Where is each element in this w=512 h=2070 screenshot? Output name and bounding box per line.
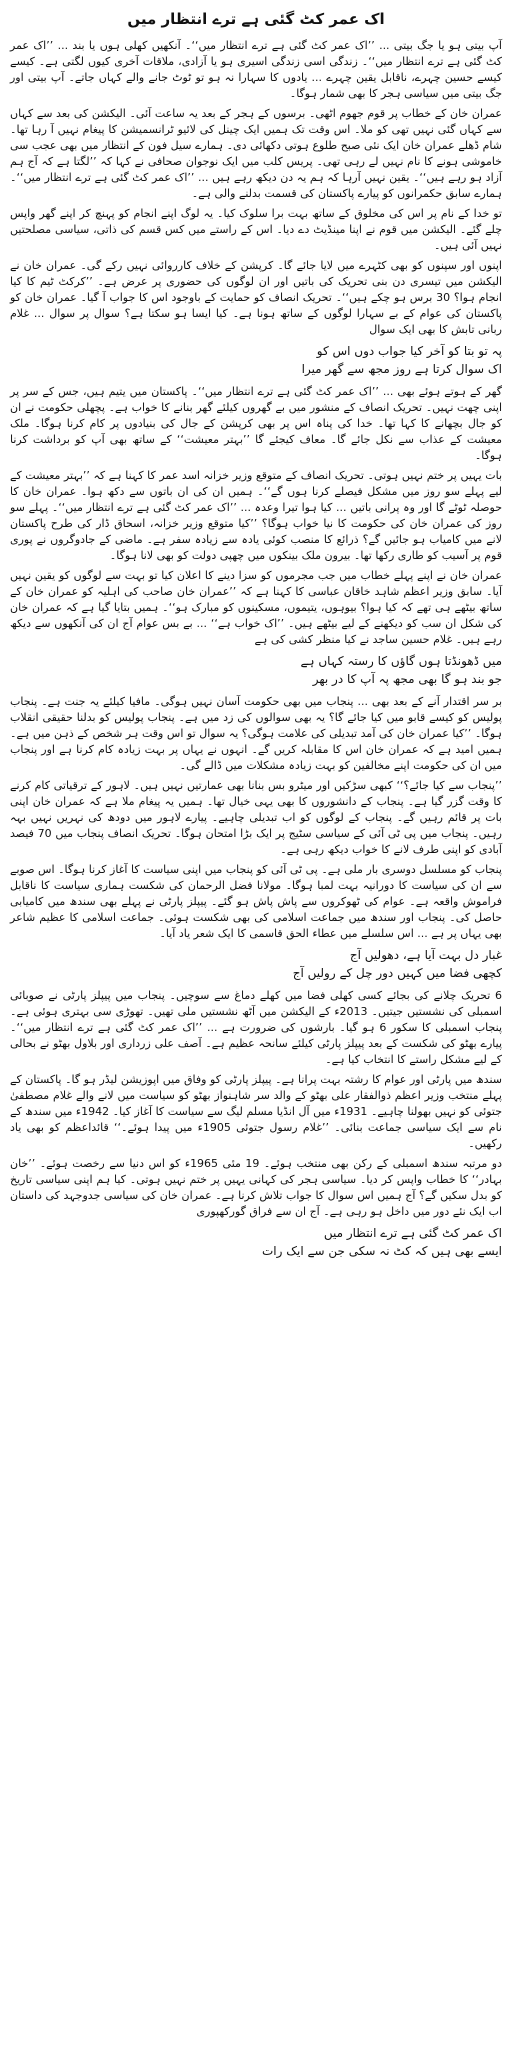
paragraph: گھر کے ہوتے ہوئے بھی ... ’’اک عمر کٹ گئی ہے ترے انتظار میں‘‘۔ پاکستان میں یتیم ہیں، جس کے سر پر اپنی چھت نہیں۔ تحریک انصاف کے منشور میں بے گھروں کیلئے گھر بنانے کا خواب ہے۔ پچھلی حکومت نے ان کو جال بچھانے کا کہا تھا۔ خدا کی پناہ اس پر بھی کرپشن کے جال کی بنیادوں پر کام کرنا ہوگا۔ ملک معیشت کے عذاب سے نکل جائے گا۔ معاف کیجئے گا ’’بہتر معیشت‘‘ کے ساتھ بھی آپ کو برداشت کرنا ہوگا۔: [10, 385, 502, 462]
paragraph: پنجاب کو مسلسل دوسری بار ملی ہے۔ پی ٹی آئی کو پنجاب میں اپنی سیاست کا آغاز کرنا ہوگا۔ اس صوبے سے ان کی سیاست کا دورانیہ بہت لمبا ہوگا۔ مولانا فضل الرحمان کی شکست ہماری سیاست کا ناقابل فراموش واقعہ ہے۔ عوام کی ٹھوکروں سے پاش پاش ہو گئے۔ پیپلز پارٹی نے پہلے بھی سندھ میں کامیابی حاصل کی۔ پنجاب اور سندھ میں جماعت اسلامی کی بھی شکست ہوئی۔ جماعت اسلامی کا عظیم شاعر بھی یہاں پر ہے ... اس سلسلے میں عطاء الحق قاسمی کا ایک شعر یاد آیا۔: [10, 863, 502, 940]
paragraph: سندھ میں پارٹی اور عوام کا رشتہ بہت پرانا ہے۔ پیپلز پارٹی کو وفاق میں اپوزیشن لیڈر ہو گا۔ پاکستان کے پہلے منتخب وزیر اعظم ذوالفقار علی بھٹو کے والد سر شاہنواز بھٹو کو سیاست میں لانے والے غلام مصطفیٰ جتوئی کو نہیں بھولنا چاہیے۔ 1931ء میں آل انڈیا مسلم لیگ سے سیاست کا آغاز کیا۔ 1942ء میں سندھ کے نام سے ایک سیاسی جماعت بنائی۔ ’’غلام رسول جتوئی 1905ء میں پیدا ہوئے۔‘‘ قائداعظم کو بھی یاد رکھیں۔: [10, 1073, 502, 1150]
verse-line: میں ڈھونڈتا ہوں گاؤں کا رستہ کہاں ہے: [300, 654, 502, 668]
paragraph: عمران خان نے اپنے پہلے خطاب میں جب مجرموں کو سزا دینے کا اعلان کیا تو بہت سے لوگوں کو یقین نہیں آیا۔ سابق وزیر اعظم شاہد خاقان عباسی کا کہنا ہے کہ ’’عمران خان صاحب کی اہلیہ کو عمران خان کے ساتھ بیٹھے ہی تھے کہ کیا ہوا؟ بیوہوں، یتیموں، مسکینوں کو مبارک ہو‘‘۔ ہمیں بتایا گیا ہے کہ عمران خان کی شکل ان سب کو دیکھنے کے لیے بیٹھے ہیں۔ ’’اک خواب ہے‘‘ ... بے بس عوام آج ان کی آنکھوں سے دیکھ رہے ہیں۔ غلام حسین ساجد نے کیا منظر کشی کی ہے: [10, 569, 502, 646]
verse-line: غبار دل بہت آیا ہے، دھولیں آج: [349, 948, 502, 962]
article-section-2: [10, 384, 502, 648]
paragraph: دو مرتبہ سندھ اسمبلی کے رکن بھی منتخب ہوئے۔ 19 مئی 1965ء کو اس دنیا سے رخصت ہوئے۔ ’’خان بہادر‘‘ کا خطاب واپس کر دیا۔ سیاسی ہجر کی کہانی یہیں پر ختم نہیں ہوتی۔ کیا ہم اپنی سیاسی تاریخ کو بدل سکیں گے؟ آج ہمیں اس سوال کا جواب تلاش کرنا ہے۔ عمران خان کی سیاسی جدوجہد کی داستان اب ایک نئے دور میں داخل ہو رہی ہے۔ آج ان سے فراق گورکھپوری: [10, 1157, 502, 1218]
article-section-3: [10, 694, 502, 942]
article-title: اک عمر کٹ گئی ہے ترے انتظار میں: [127, 10, 385, 28]
verse-line: اک عمر کٹ گئی ہے ترے انتظار میں: [323, 1226, 502, 1240]
verse-line: پہ تو بتا کو آخر کیا جواب دوں اس کو: [316, 344, 502, 358]
verse-line: ایسے بھی ہیں کہ کٹ نہ سکی جن سے ایک رات: [262, 1244, 502, 1258]
paragraph: آپ بیتی ہو یا جگ بیتی ... ’’اک عمر کٹ گئی ہے ترے انتظار میں‘‘۔ آنکھیں کھلی ہوں یا بند ... ’’اک عمر کٹ گئی ہے ترے انتظار میں‘‘۔ زندگی اسی زندگی اسیری ہو یا آزادی، ملاقات آخری کیوں لگتی ہے۔ کیسے کیسے حسین چہرے، ناقابل یقین چہرے ... یادوں کا سہارا نہ ہو تو ٹوٹ جانے والے کہاں جاتے۔ آپ بیتی اور جگ بیتی میں سیاسی ہجر کا بھی شمار ہوگا۔: [10, 39, 502, 100]
paragraph: بات یہیں پر ختم نہیں ہوتی۔ تحریک انصاف کے متوقع وزیر خزانہ اسد عمر کا کہنا ہے کہ ’’بہتر معیشت کے لیے پہلے سو روز میں مشکل فیصلے کرنا ہوں گے‘‘۔ ہمیں ان کی ان باتوں سے دکھ ہوا۔ عمران خان کا حوصلہ ٹوٹے گا اور وہ پرانی باتیں ... کیا ہوا تیرا وعدہ ... ’’اک عمر کٹ گئی ہے ترے انتظار میں‘‘۔ پہلے سو روز کی عمران خان کی حکومت کا نیا خواب ہوگا؟ ’’کیا متوقع وزیر خزانہ، اسحاق ڈار کی طرح پاکستان لانے میں کامیاب ہو جائیں گے؟ ذرائع کا منصب کوئی یادہ سے زیادہ سفر ہے۔ ماضی کے جادوگروں نے پوری قوم پر آسیب کو طاری رکھا تھا۔ بیرون ملک بینکوں میں چھپی دولت کو بھی لانا ہوگا۔: [10, 469, 502, 562]
poetry-verse-2: [10, 652, 502, 688]
paragraph: تو خدا کے نام پر اس کی مخلوق کے ساتھ بہت برا سلوک کیا۔ یہ لوگ اپنے انجام کو پہنچ کر اپنے گھر واپس چلے گئے۔ الیکشن میں قوم نے اپنا مینڈیٹ دے دیا۔ اس کے راستے میں کس قسم کی ذاتی، سیاسی مصلحتیں نہیں آئی ہیں۔: [10, 207, 502, 252]
paragraph: عمران خان کے خطاب پر قوم جھوم اٹھی۔ برسوں کے ہجر کے بعد یہ ساعت آئی۔ الیکشن کی بعد سے کہاں سے کہاں گئی نہیں تھی کو ملا۔ اس وقت تک ہمیں ایک چینل کی لائیو ٹرانسمیشن کا پیغام نہیں آ رہا تھا۔ شام ڈھلے عمران خان ایک نئی صبح طلوع ہوتی دکھائی دی۔ ہمارے سیل فون کے انتظار میں بھی عجب سی خاموشی ہونے کا نام نہیں لے رہی تھی۔ پریس کلب میں ایک نوجوان صحافی نے کہا کہ ’’لگتا ہے کہ آج ہم آزاد ہو رہے ہیں‘‘۔ یقین نہیں آرہا کہ ہم یہ دن دیکھ رہے ہیں ... ’’اک عمر کٹ گئی ہے ترے انتظار میں‘‘۔ ہمارے سابق حکمرانوں کو پیارے پاکستان کی قسمت بدلنے والی ہے۔: [10, 107, 502, 200]
poetry-verse-4: [10, 1224, 502, 1260]
article-section-1: [10, 38, 502, 338]
article-section-4: [10, 988, 502, 1220]
poetry-verse-3: [10, 946, 502, 982]
verse-line: جو بند ہو گا بھی مجھ پہ آپ کا در بھر: [312, 672, 502, 686]
paragraph: اپنوں اور سپنوں کو بھی کٹہرے میں لایا جائے گا۔ کرپشن کے خلاف کارروائی نہیں رکے گی۔ عمران خان نے الیکشن میں تیسری دن بنی تحریک کی باتیں اور ان لوگوں کی حضوری پر عرض ہے۔ ’’کرکٹ ٹیم کا کیا انجام ہوا؟ 30 برس ہو چکے ہیں‘‘۔ تحریک انصاف کو حمایت کے باوجود اس کا جواب آ گیا۔ عمران خان کو پاکستان کی عوام کے بے سہارا لوگوں کے ساتھ ہونا ہے۔ کیا ایسا ہو سکتا ہے؟ سوال پر سوال ... غلام ربانی تابش کا بھی ایک سوال: [10, 259, 502, 336]
verse-line: کچھی فضا میں کہیں دور چل کے رولیں آج: [292, 966, 502, 980]
verse-line: اک سوال کرتا ہے روز مجھ سے گھر میرا: [301, 362, 502, 376]
paragraph: ’’پنجاب سے کیا جائے؟‘‘ کبھی سڑکیں اور میٹرو بس بنانا بھی عمارتیں نہیں ہیں۔ لاہور کے ترقیاتی کام کرنے کا وقت گزر گیا ہے۔ پنجاب کے دانشوروں کا بھی یہی خیال تھا۔ ہمیں یہ پیغام ملا ہے کہ عمران خان اپنی بات پر قائم رہیں گے۔ پنجاب کے لوگوں کو اب تبدیلی چاہیے۔ پیارے لاہور میں دودھ کی نہریں نہیں بہہ رہیں۔ پنجاب میں پی ٹی آئی کے سیاسی سٹیج پر ایک بڑا امتحان ہوگا۔ تحریک انصاف پنجاب میں 70 فیصد آبادی کو اپنی طرف لانے کا خواب دیکھ رہی ہے۔: [10, 779, 502, 856]
paragraph: 6 تحریک چلانے کی بجائے کسی کھلی فضا میں کھلے دماغ سے سوچیں۔ پنجاب میں پیپلز پارٹی نے صوبائی اسمبلی کی نشستیں جیتیں۔ 2013ء کے الیکشن میں آٹھ نشستیں ملی تھیں۔ تھوڑی سی بہتری ہوئی ہے۔ پنجاب اسمبلی کا سکور 6 ہو گیا۔ بارشوں کی ضرورت ہے ... ’’اک عمر کٹ گئی ہے ترے انتظار میں‘‘۔ پیارے بھٹو کی شکست کے بعد پیپلز پارٹی کیلئے سانحہ عظیم ہے۔ آصف علی زرداری اور بلاول بھٹو نے بحالی کے لیے مشکل راستے کا انتخاب کیا ہے۔: [10, 989, 503, 1066]
paragraph: بر سر اقتدار آنے کے بعد بھی ... پنجاب میں بھی حکومت آسان نہیں ہوگی۔ مافیا کیلئے یہ جنت ہے۔ پنجاب پولیس کو کیسے قابو میں کیا جائے گا؟ یہ بھی سوالوں کی زد میں ہے۔ پنجاب پولیس کو بدلنا حقیقی انقلاب ہوگا۔ ’’کیا عمران خان کی آمد تبدیلی کی علامت ہوگی؟ یہ سوال تو اس وقت ہر شخص کے ذہن میں ہے۔ ہمیں امید ہے کہ عمران خان اس کا مقابلہ کریں گے۔ انہوں نے یہاں پر بہت زیادہ کام کرنا ہے اور پنجاب میں ان کی حکومت اپنے مخالفین کو بہت زیادہ مشکلات میں ڈالے گی۔: [10, 695, 502, 772]
poetry-verse-1: [10, 342, 502, 378]
